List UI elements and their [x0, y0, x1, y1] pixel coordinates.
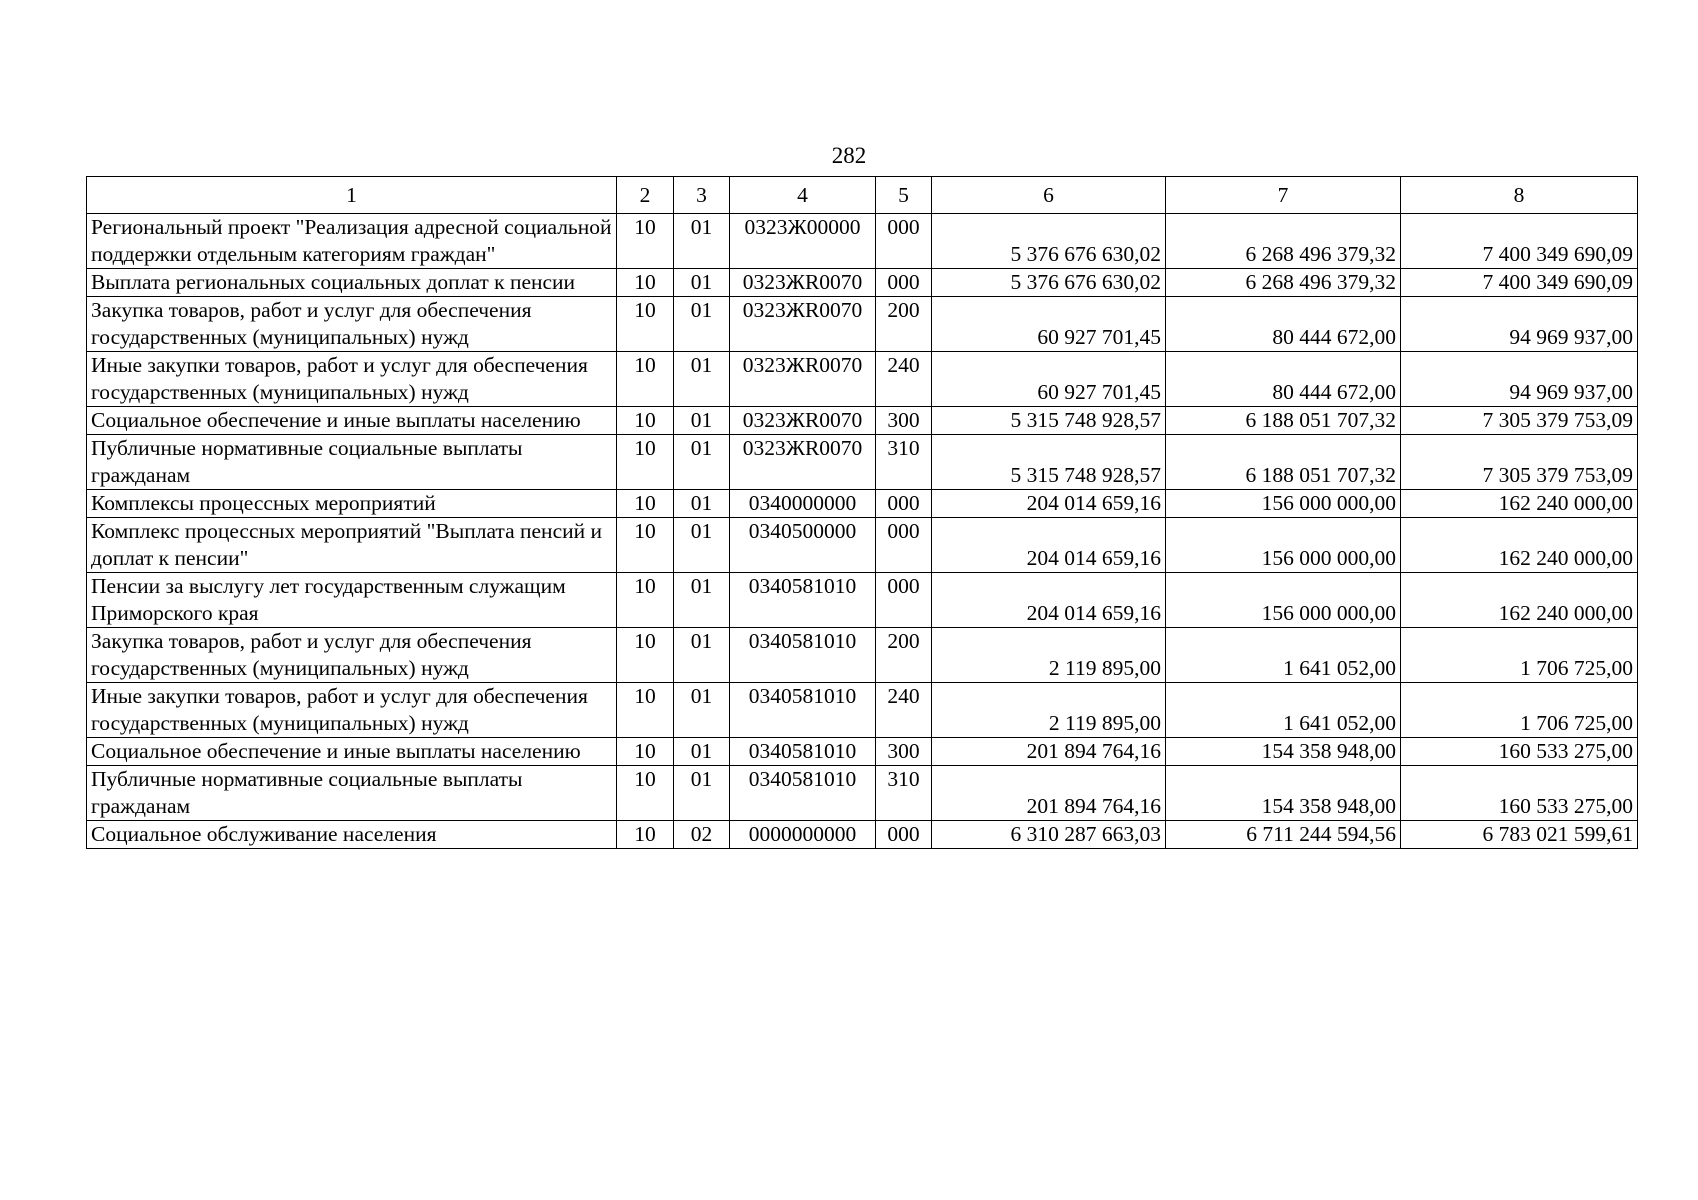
- subsection-code-cell: 01: [674, 766, 730, 821]
- section-code-cell: 10: [617, 821, 674, 849]
- table-row: [87, 628, 1638, 683]
- amount-col-8-cell: 160 533 275,00: [1401, 738, 1638, 766]
- table-row: [87, 407, 1638, 435]
- amount-col-6-cell: 5 315 748 928,57: [932, 435, 1166, 490]
- subsection-code-cell: 01: [674, 628, 730, 683]
- target-code-cell: 0340581010: [730, 628, 876, 683]
- table-row: [87, 269, 1638, 297]
- row-name-cell: Комплекс процессных мероприятий "Выплата пенсий и доплат к пенсии": [87, 518, 617, 573]
- row-name-cell: Социальное обеспечение и иные выплаты населению: [87, 407, 617, 435]
- header-col-8: 8: [1401, 177, 1638, 214]
- section-code-cell: 10: [617, 297, 674, 352]
- expense-type-cell: 240: [876, 352, 932, 407]
- amount-col-6-cell: 201 894 764,16: [932, 738, 1166, 766]
- amount-col-7-cell: 154 358 948,00: [1166, 766, 1401, 821]
- target-code-cell: 0340581010: [730, 766, 876, 821]
- table-row: [87, 821, 1638, 849]
- subsection-code-cell: 01: [674, 683, 730, 738]
- amount-col-6-cell: 201 894 764,16: [932, 766, 1166, 821]
- header-col-2: 2: [617, 177, 674, 214]
- amount-col-7-cell: 154 358 948,00: [1166, 738, 1401, 766]
- header-col-3: 3: [674, 177, 730, 214]
- expense-type-cell: 310: [876, 766, 932, 821]
- expense-type-cell: 000: [876, 214, 932, 269]
- amount-col-8-cell: 1 706 725,00: [1401, 628, 1638, 683]
- expense-type-cell: 200: [876, 628, 932, 683]
- expense-type-cell: 000: [876, 518, 932, 573]
- target-code-cell: 0323Ж00000: [730, 214, 876, 269]
- header-row: [87, 177, 1638, 214]
- section-code-cell: 10: [617, 269, 674, 297]
- subsection-code-cell: 01: [674, 297, 730, 352]
- table-row: [87, 738, 1638, 766]
- amount-col-7-cell: 6 268 496 379,32: [1166, 214, 1401, 269]
- section-code-cell: 10: [617, 352, 674, 407]
- amount-col-6-cell: 5 376 676 630,02: [932, 269, 1166, 297]
- header-col-1: 1: [87, 177, 617, 214]
- amount-col-8-cell: 160 533 275,00: [1401, 766, 1638, 821]
- target-code-cell: 0340000000: [730, 490, 876, 518]
- table-row: [87, 766, 1638, 821]
- amount-col-6-cell: 5 376 676 630,02: [932, 214, 1166, 269]
- amount-col-7-cell: 6 188 051 707,32: [1166, 407, 1401, 435]
- subsection-code-cell: 01: [674, 573, 730, 628]
- row-name-cell: Публичные нормативные социальные выплаты гражданам: [87, 766, 617, 821]
- target-code-cell: 0323ЖR0070: [730, 352, 876, 407]
- row-name-cell: Выплата региональных социальных доплат к пенсии: [87, 269, 617, 297]
- expense-type-cell: 000: [876, 821, 932, 849]
- subsection-code-cell: 01: [674, 214, 730, 269]
- amount-col-7-cell: 6 268 496 379,32: [1166, 269, 1401, 297]
- amount-col-8-cell: 94 969 937,00: [1401, 352, 1638, 407]
- section-code-cell: 10: [617, 407, 674, 435]
- expense-type-cell: 000: [876, 573, 932, 628]
- amount-col-6-cell: 5 315 748 928,57: [932, 407, 1166, 435]
- subsection-code-cell: 01: [674, 407, 730, 435]
- table-row: [87, 352, 1638, 407]
- subsection-code-cell: 01: [674, 518, 730, 573]
- table-row: [87, 573, 1638, 628]
- budget-table: [86, 176, 1638, 849]
- section-code-cell: 10: [617, 766, 674, 821]
- amount-col-8-cell: 7 305 379 753,09: [1401, 407, 1638, 435]
- target-code-cell: 0323ЖR0070: [730, 269, 876, 297]
- subsection-code-cell: 02: [674, 821, 730, 849]
- amount-col-8-cell: 94 969 937,00: [1401, 297, 1638, 352]
- header-col-5: 5: [876, 177, 932, 214]
- expense-type-cell: 310: [876, 435, 932, 490]
- expense-type-cell: 200: [876, 297, 932, 352]
- page-number: 282: [831, 143, 867, 168]
- target-code-cell: 0323ЖR0070: [730, 407, 876, 435]
- amount-col-8-cell: 162 240 000,00: [1401, 518, 1638, 573]
- amount-col-7-cell: 6 711 244 594,56: [1166, 821, 1401, 849]
- amount-col-7-cell: 156 000 000,00: [1166, 518, 1401, 573]
- table-row: [87, 683, 1638, 738]
- row-name-cell: Региональный проект "Реализация адресной социальной поддержки отдельным категориям граждан": [87, 214, 617, 269]
- amount-col-8-cell: 1 706 725,00: [1401, 683, 1638, 738]
- amount-col-6-cell: 204 014 659,16: [932, 518, 1166, 573]
- table-row: [87, 518, 1638, 573]
- amount-col-7-cell: 156 000 000,00: [1166, 490, 1401, 518]
- amount-col-8-cell: 7 400 349 690,09: [1401, 214, 1638, 269]
- amount-col-8-cell: 7 400 349 690,09: [1401, 269, 1638, 297]
- amount-col-6-cell: 2 119 895,00: [932, 683, 1166, 738]
- table-row: [87, 435, 1638, 490]
- amount-col-8-cell: 162 240 000,00: [1401, 573, 1638, 628]
- target-code-cell: 0340581010: [730, 683, 876, 738]
- section-code-cell: 10: [617, 490, 674, 518]
- table-row: [87, 490, 1638, 518]
- section-code-cell: 10: [617, 738, 674, 766]
- subsection-code-cell: 01: [674, 490, 730, 518]
- row-name-cell: Комплексы процессных мероприятий: [87, 490, 617, 518]
- subsection-code-cell: 01: [674, 269, 730, 297]
- target-code-cell: 0340500000: [730, 518, 876, 573]
- amount-col-8-cell: 162 240 000,00: [1401, 490, 1638, 518]
- amount-col-7-cell: 1 641 052,00: [1166, 683, 1401, 738]
- amount-col-7-cell: 156 000 000,00: [1166, 573, 1401, 628]
- expense-type-cell: 000: [876, 269, 932, 297]
- expense-type-cell: 000: [876, 490, 932, 518]
- target-code-cell: 0323ЖR0070: [730, 435, 876, 490]
- section-code-cell: 10: [617, 214, 674, 269]
- section-code-cell: 10: [617, 518, 674, 573]
- amount-col-7-cell: 80 444 672,00: [1166, 297, 1401, 352]
- target-code-cell: 0000000000: [730, 821, 876, 849]
- subsection-code-cell: 01: [674, 738, 730, 766]
- header-col-4: 4: [730, 177, 876, 214]
- amount-col-6-cell: 2 119 895,00: [932, 628, 1166, 683]
- section-code-cell: 10: [617, 573, 674, 628]
- amount-col-6-cell: 204 014 659,16: [932, 573, 1166, 628]
- row-name-cell: Закупка товаров, работ и услуг для обеспечения государственных (муниципальных) нужд: [87, 297, 617, 352]
- amount-col-6-cell: 60 927 701,45: [932, 297, 1166, 352]
- target-code-cell: 0340581010: [730, 573, 876, 628]
- section-code-cell: 10: [617, 683, 674, 738]
- row-name-cell: Пенсии за выслугу лет государственным служащим Приморского края: [87, 573, 617, 628]
- row-name-cell: Социальное обслуживание населения: [87, 821, 617, 849]
- amount-col-8-cell: 6 783 021 599,61: [1401, 821, 1638, 849]
- table-row: [87, 297, 1638, 352]
- amount-col-6-cell: 204 014 659,16: [932, 490, 1166, 518]
- target-code-cell: 0323ЖR0070: [730, 297, 876, 352]
- row-name-cell: Социальное обеспечение и иные выплаты населению: [87, 738, 617, 766]
- row-name-cell: Закупка товаров, работ и услуг для обеспечения государственных (муниципальных) нужд: [87, 628, 617, 683]
- expense-type-cell: 300: [876, 738, 932, 766]
- target-code-cell: 0340581010: [730, 738, 876, 766]
- amount-col-6-cell: 60 927 701,45: [932, 352, 1166, 407]
- header-col-7: 7: [1166, 177, 1401, 214]
- row-name-cell: Публичные нормативные социальные выплаты гражданам: [87, 435, 617, 490]
- subsection-code-cell: 01: [674, 435, 730, 490]
- expense-type-cell: 240: [876, 683, 932, 738]
- row-name-cell: Иные закупки товаров, работ и услуг для обеспечения государственных (муниципальных) нужд: [87, 352, 617, 407]
- amount-col-6-cell: 6 310 287 663,03: [932, 821, 1166, 849]
- header-col-6: 6: [932, 177, 1166, 214]
- amount-col-7-cell: 1 641 052,00: [1166, 628, 1401, 683]
- row-name-cell: Иные закупки товаров, работ и услуг для обеспечения государственных (муниципальных) нужд: [87, 683, 617, 738]
- subsection-code-cell: 01: [674, 352, 730, 407]
- table-row: [87, 214, 1638, 269]
- amount-col-8-cell: 7 305 379 753,09: [1401, 435, 1638, 490]
- amount-col-7-cell: 6 188 051 707,32: [1166, 435, 1401, 490]
- section-code-cell: 10: [617, 628, 674, 683]
- expense-type-cell: 300: [876, 407, 932, 435]
- section-code-cell: 10: [617, 435, 674, 490]
- amount-col-7-cell: 80 444 672,00: [1166, 352, 1401, 407]
